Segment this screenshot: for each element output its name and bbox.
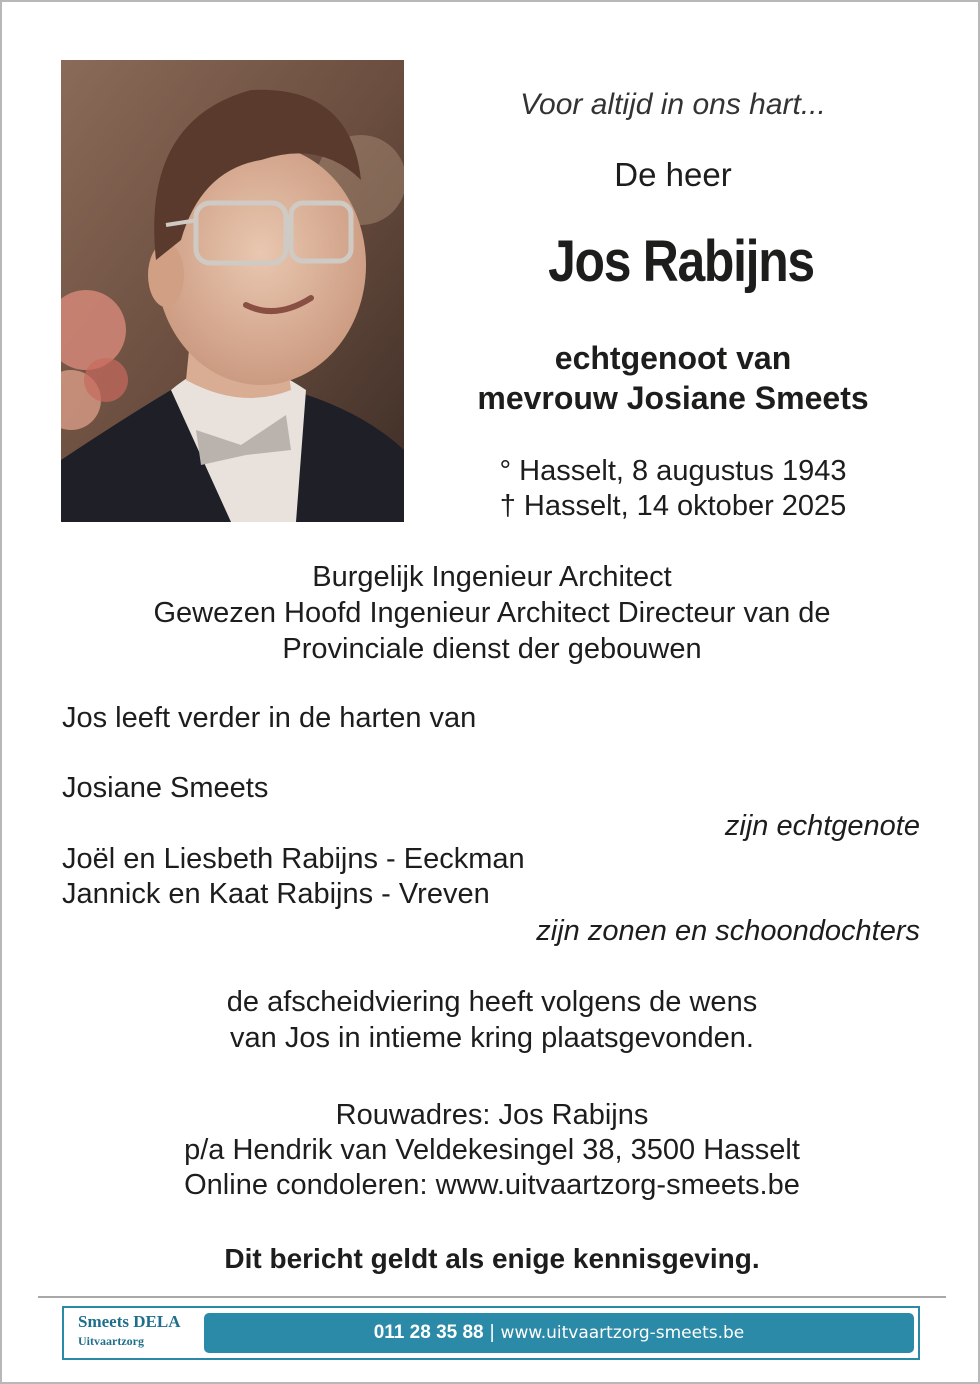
title-line-2: Gewezen Hoofd Ingenieur Architect Directeur van de <box>153 597 831 629</box>
divider <box>38 1296 946 1298</box>
phone-number[interactable]: 011 28 35 88 <box>373 1322 484 1343</box>
ceremony-line-1: de afscheidviering heeft volgens de wens <box>226 986 758 1018</box>
spouse-line-1: echtgenoot van <box>554 340 792 376</box>
address-line-2: p/a Hendrik van Veldekesingel 38, 3500 Hasselt <box>184 1134 800 1166</box>
professional-titles <box>42 559 942 667</box>
family-intro: Jos leeft verder in de harten van <box>62 702 477 734</box>
honorific: De heer <box>614 156 732 193</box>
title-line-1: Burgelijk Ingenieur Architect <box>312 561 672 593</box>
footer-banner <box>62 1306 920 1360</box>
spouse-name: Josiane Smeets <box>62 772 269 804</box>
son-2: Jannick en Kaat Rabijns - Vreven <box>62 878 490 910</box>
tagline: Voor altijd in ons hart... <box>520 88 826 121</box>
separator: | <box>489 1322 495 1343</box>
contact-bar <box>204 1313 914 1353</box>
notice: Dit bericht geldt als enige kennisgeving. <box>224 1243 760 1274</box>
deceased-name: Jos Rabijns <box>548 229 814 294</box>
life-dates <box>422 454 924 524</box>
address-line-3: Online condoleren: www.uitvaartzorg-smeets.be <box>184 1169 800 1201</box>
ceremony-line-2: van Jos in intieme kring plaatsgevonden. <box>230 1022 754 1054</box>
birth-date: ° Hasselt, 8 augustus 1943 <box>499 455 847 487</box>
death-date: † Hasselt, 14 oktober 2025 <box>499 490 847 522</box>
address-line-1: Rouwadres: Jos Rabijns <box>335 1099 649 1131</box>
title-line-3: Provinciale dienst der gebouwen <box>282 633 702 665</box>
spouse-role: zijn echtgenote <box>724 810 920 842</box>
spouse-line-2: mevrouw Josiane Smeets <box>477 380 869 416</box>
brand-subtitle: Uitvaartzorg <box>78 1334 144 1348</box>
spouse-block <box>422 338 924 418</box>
website-link[interactable]: www.uitvaartzorg-smeets.be <box>500 1323 745 1343</box>
portrait-photo <box>61 60 404 522</box>
sons-role: zijn zonen en schoondochters <box>536 915 920 947</box>
brand-logo: Smeets DELA <box>78 1312 181 1331</box>
son-1: Joël en Liesbeth Rabijns - Eeckman <box>62 843 525 875</box>
